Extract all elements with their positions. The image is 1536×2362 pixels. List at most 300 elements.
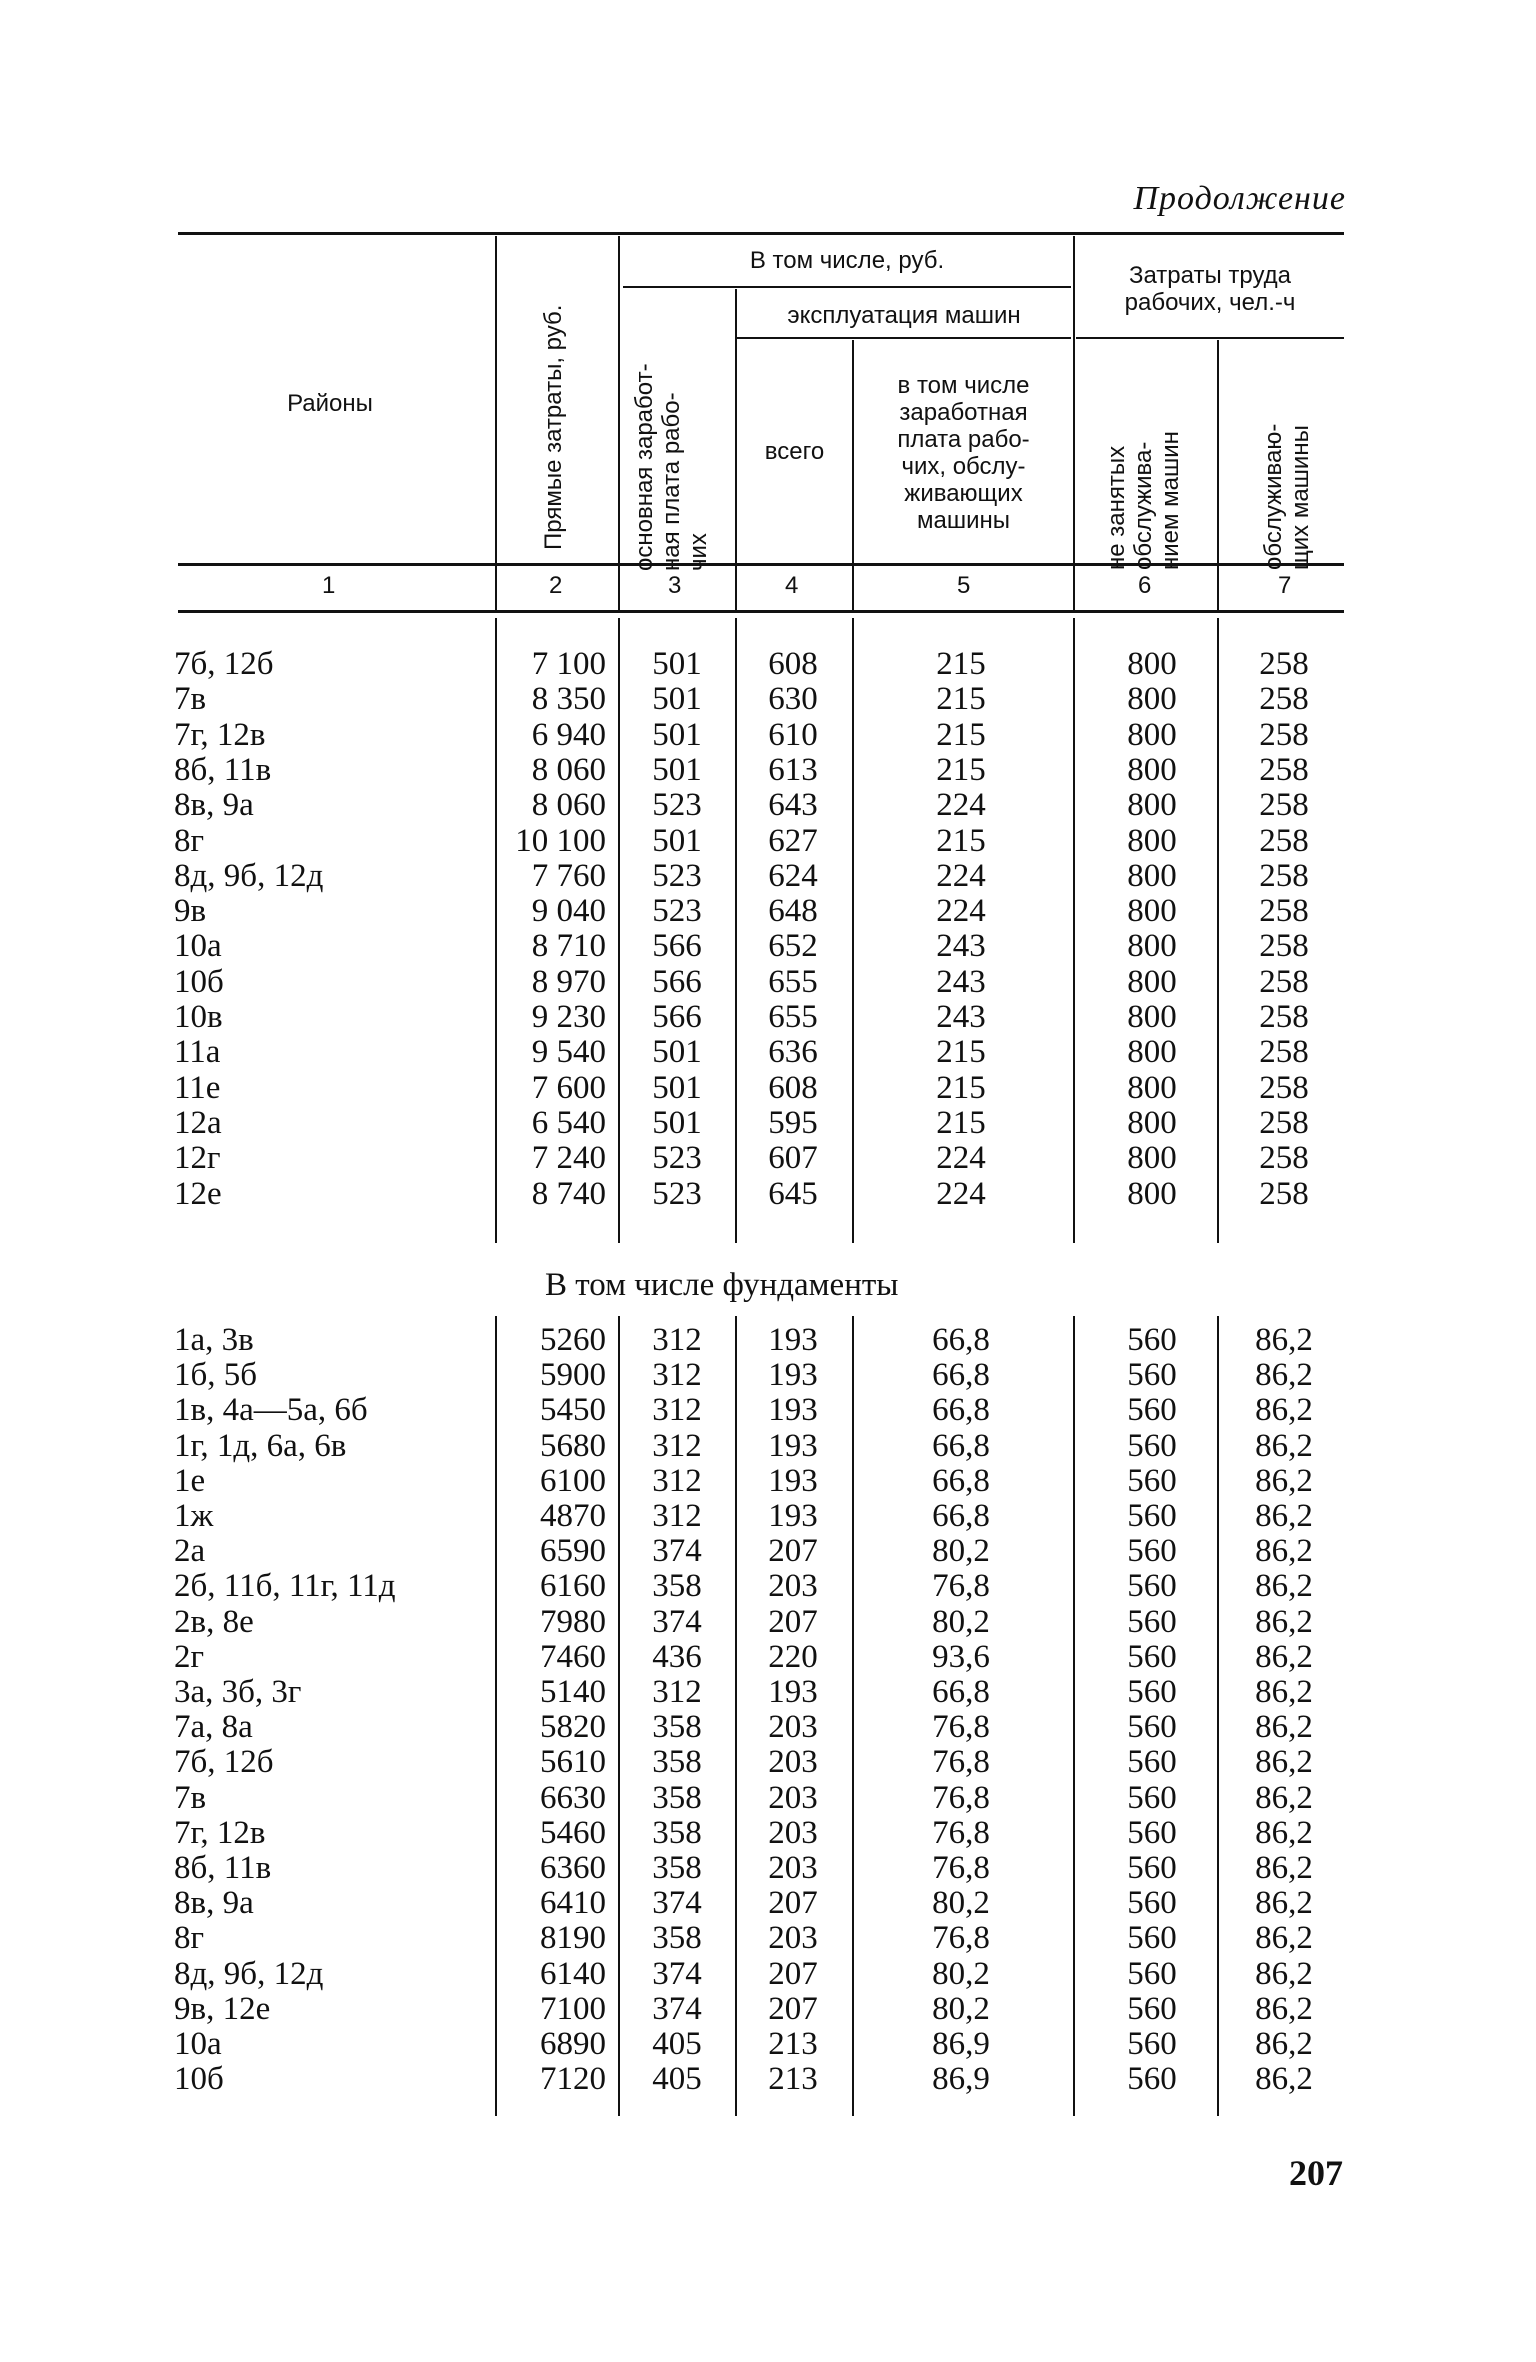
table-cell-col2: 8 740 (531, 1175, 606, 1212)
table-cell-col1: 1г, 1д, 6а, 6в (174, 1427, 347, 1464)
table-cell-col5: 66,8 (932, 1427, 990, 1464)
table-cell-col1: 1е (174, 1462, 206, 1499)
table-row (0, 1745, 1536, 1780)
table-cell-col1: 7б, 12б (174, 1744, 274, 1781)
table-cell-col2: 4870 (540, 1498, 606, 1534)
table-cell-col1: 7б, 12б (174, 646, 274, 682)
table-cell-col1: 8г (174, 822, 205, 859)
table-cell-col1: 12е (174, 1175, 222, 1212)
table-row (0, 1393, 1536, 1428)
table-cell-col2: 5260 (540, 1322, 606, 1358)
table-cell-col3: 374 (652, 1533, 702, 1570)
table-cell-col5: 224 (936, 1175, 986, 1212)
table-cell-col6: 560 (1127, 1955, 1177, 1992)
table-cell-col7: 86,2 (1255, 2026, 1313, 2062)
table-cell-col6: 800 (1127, 999, 1177, 1035)
table-cell-col1: 7а, 8а (174, 1709, 253, 1746)
table-cell-col2: 9 040 (531, 893, 606, 930)
column-number-3: 3 (668, 572, 682, 599)
table-cell-col3: 523 (652, 893, 702, 930)
table-cell-col6: 800 (1127, 893, 1177, 930)
table-cell-col4: 203 (768, 1920, 818, 1957)
table-cell-col1: 11е (174, 1069, 221, 1106)
table-row (0, 1464, 1536, 1499)
table-cell-col7: 86,2 (1255, 1322, 1313, 1358)
header-vline-5 (1073, 236, 1075, 610)
table-row (0, 1886, 1536, 1921)
table-row (0, 1177, 1536, 1212)
header-labor-costs: Затраты труда рабочих, чел.-ч (1124, 262, 1296, 316)
table-cell-col2: 5450 (540, 1392, 606, 1429)
table-cell-col1: 1б, 5б (174, 1357, 258, 1394)
table-cell-col5: 76,8 (932, 1744, 990, 1781)
table-cell-col5: 86,9 (932, 2026, 990, 2062)
table-cell-col3: 501 (652, 822, 702, 859)
header-serving: обслуживаю- щих машины (1260, 423, 1314, 570)
table-cell-col6: 560 (1127, 1674, 1177, 1710)
table-cell-col7: 86,2 (1255, 1885, 1313, 1922)
table-cell-col6: 560 (1127, 1462, 1177, 1499)
table-cell-col7: 86,2 (1255, 1392, 1313, 1429)
column-number-6: 6 (1138, 572, 1152, 599)
table-cell-col4: 645 (768, 1175, 818, 1212)
table-cell-col2: 6 940 (531, 716, 606, 753)
table-cell-col7: 86,2 (1255, 1744, 1313, 1781)
table-cell-col1: 10в (174, 999, 223, 1035)
table-cell-col5: 243 (936, 999, 986, 1035)
table-cell-col7: 86,2 (1255, 1533, 1313, 1570)
table-cell-col1: 11а (174, 1034, 221, 1071)
table-cell-col6: 800 (1127, 822, 1177, 859)
table-cell-col4: 220 (768, 1638, 818, 1675)
table-cell-col5: 86,9 (932, 2061, 990, 2098)
table-row (0, 718, 1536, 753)
table-cell-col1: 10б (174, 2061, 224, 2098)
table-row (0, 682, 1536, 717)
table-cell-col4: 624 (768, 857, 818, 894)
table-cell-col2: 6140 (540, 1955, 606, 1992)
table-cell-col5: 215 (936, 1069, 986, 1106)
table-cell-col6: 800 (1127, 1034, 1177, 1071)
table-cell-col7: 258 (1259, 787, 1309, 824)
table-cell-col6: 560 (1127, 1709, 1177, 1746)
table-cell-col6: 560 (1127, 1920, 1177, 1957)
table-cell-col3: 312 (652, 1427, 702, 1464)
table-cell-col2: 6410 (540, 1885, 606, 1922)
table-cell-col7: 86,2 (1255, 2061, 1313, 2098)
table-cell-col2: 8 060 (531, 787, 606, 824)
table-cell-col5: 215 (936, 646, 986, 682)
continuation-label: Продолжение (1133, 180, 1346, 217)
table-cell-col2: 6360 (540, 1850, 606, 1886)
table-cell-col2: 5900 (540, 1357, 606, 1394)
table-cell-col3: 358 (652, 1568, 702, 1605)
table-row (0, 1921, 1536, 1956)
table-cell-col1: 8б, 11в (174, 1850, 272, 1886)
column-number-7: 7 (1278, 572, 1292, 599)
table-cell-col5: 224 (936, 857, 986, 894)
table-cell-col1: 3а, 3б, 3г (174, 1674, 302, 1710)
page-number: 207 (1289, 2153, 1343, 2193)
table-cell-col1: 8д, 9б, 12д (174, 1955, 324, 1992)
table-cell-col1: 7в (174, 681, 207, 718)
table-cell-col2: 10 100 (515, 822, 606, 859)
table-cell-col1: 1а, 3в (174, 1322, 254, 1358)
table-cell-col3: 523 (652, 1140, 702, 1177)
table-cell-col3: 358 (652, 1920, 702, 1957)
table-cell-col6: 800 (1127, 751, 1177, 788)
table-cell-col2: 7 240 (531, 1140, 606, 1177)
table-cell-col3: 374 (652, 1603, 702, 1640)
table-cell-col5: 93,6 (932, 1638, 990, 1675)
header-vline-1 (495, 236, 497, 610)
table-cell-col5: 76,8 (932, 1920, 990, 1957)
table-cell-col7: 258 (1259, 1069, 1309, 1106)
table-cell-col7: 86,2 (1255, 1498, 1313, 1534)
table-cell-col4: 213 (768, 2026, 818, 2062)
table-cell-col2: 6 540 (531, 1104, 606, 1141)
table-cell-col5: 80,2 (932, 1885, 990, 1922)
table-cell-col4: 193 (768, 1427, 818, 1464)
table-cell-col1: 7г, 12в (174, 716, 266, 753)
table-cell-col4: 207 (768, 1603, 818, 1640)
table-row (0, 753, 1536, 788)
table-row (0, 1106, 1536, 1141)
table-cell-col7: 258 (1259, 999, 1309, 1035)
table-cell-col6: 560 (1127, 1498, 1177, 1534)
table-cell-col4: 203 (768, 1709, 818, 1746)
table-cell-col7: 86,2 (1255, 1850, 1313, 1886)
table-cell-col6: 560 (1127, 1427, 1177, 1464)
table-row (0, 788, 1536, 823)
header-districts: Районы (287, 390, 373, 417)
table-cell-col1: 2г (174, 1638, 205, 1675)
table-cell-col5: 80,2 (932, 1955, 990, 1992)
table-row (0, 1071, 1536, 1106)
table-cell-col5: 76,8 (932, 1568, 990, 1605)
table-cell-col6: 560 (1127, 1814, 1177, 1851)
table-cell-col3: 312 (652, 1498, 702, 1534)
table-row (0, 894, 1536, 929)
table-cell-col3: 358 (652, 1709, 702, 1746)
table-cell-col3: 566 (652, 928, 702, 965)
table-cell-col7: 86,2 (1255, 1920, 1313, 1957)
table-cell-col7: 86,2 (1255, 1779, 1313, 1816)
table-cell-col5: 215 (936, 1034, 986, 1071)
table-cell-col3: 312 (652, 1462, 702, 1499)
table-cell-col4: 630 (768, 681, 818, 718)
table-cell-col3: 501 (652, 646, 702, 682)
table-cell-col3: 374 (652, 1955, 702, 1992)
table-cell-col4: 652 (768, 928, 818, 965)
table-row (0, 647, 1536, 682)
table-row (0, 1675, 1536, 1710)
table-cell-col5: 76,8 (932, 1709, 990, 1746)
table-row (0, 965, 1536, 1000)
table-cell-col4: 207 (768, 1990, 818, 2027)
table-cell-col5: 215 (936, 1104, 986, 1141)
table-cell-col1: 2в, 8е (174, 1603, 254, 1640)
table-cell-col4: 193 (768, 1322, 818, 1358)
table-cell-col2: 7120 (540, 2061, 606, 2098)
table-cell-col3: 405 (652, 2026, 702, 2062)
table-row (0, 1781, 1536, 1816)
table-cell-col3: 523 (652, 1175, 702, 1212)
table-cell-col6: 560 (1127, 1533, 1177, 1570)
table-cell-col6: 560 (1127, 1779, 1177, 1816)
header-including-wage: в том числе заработная плата рабо- чих, обслу- живающих машины (897, 372, 1030, 534)
table-cell-col3: 501 (652, 1104, 702, 1141)
table-cell-col5: 66,8 (932, 1674, 990, 1710)
table-cell-col3: 436 (652, 1638, 702, 1675)
table-top-rule (178, 232, 1344, 235)
table-cell-col2: 5820 (540, 1709, 606, 1746)
table-cell-col2: 8 970 (531, 963, 606, 1000)
table-cell-col6: 800 (1127, 928, 1177, 965)
table-cell-col7: 258 (1259, 751, 1309, 788)
table-row (0, 1851, 1536, 1886)
header-direct-costs: Прямые затраты, руб. (540, 304, 567, 550)
table-cell-col5: 76,8 (932, 1850, 990, 1886)
table-cell-col3: 501 (652, 1069, 702, 1106)
table-cell-col6: 800 (1127, 963, 1177, 1000)
table-cell-col6: 560 (1127, 1568, 1177, 1605)
table-cell-col4: 207 (768, 1533, 818, 1570)
table-cell-col1: 1в, 4а—5а, 6б (174, 1392, 368, 1429)
table-cell-col6: 800 (1127, 1069, 1177, 1106)
table-cell-col7: 86,2 (1255, 1709, 1313, 1746)
table-cell-col1: 7в (174, 1779, 207, 1816)
column-number-1: 1 (322, 572, 336, 599)
table-cell-col2: 7100 (540, 1990, 606, 2027)
table-cell-col1: 9в (174, 893, 207, 930)
table-row (0, 1499, 1536, 1534)
table-row (0, 1534, 1536, 1569)
table-cell-col1: 8г (174, 1920, 205, 1957)
table-cell-col4: 203 (768, 1744, 818, 1781)
column-number-2: 2 (549, 572, 563, 599)
table-cell-col7: 258 (1259, 1104, 1309, 1141)
table-cell-col4: 607 (768, 1140, 818, 1177)
table-cell-col7: 86,2 (1255, 1674, 1313, 1710)
table-cell-col1: 8б, 11в (174, 751, 272, 788)
table-cell-col6: 560 (1127, 1357, 1177, 1394)
table-cell-col7: 258 (1259, 1140, 1309, 1177)
table-cell-col7: 258 (1259, 716, 1309, 753)
table-cell-col6: 800 (1127, 857, 1177, 894)
table-cell-col7: 258 (1259, 681, 1309, 718)
table-cell-col2: 5140 (540, 1674, 606, 1710)
table-cell-col2: 5610 (540, 1744, 606, 1781)
table-cell-col7: 258 (1259, 646, 1309, 682)
table-cell-col5: 243 (936, 963, 986, 1000)
table-cell-col2: 6590 (540, 1533, 606, 1570)
header-basic-wage: основная заработ- ная плата рабо- чих (631, 363, 712, 571)
table-cell-col3: 312 (652, 1392, 702, 1429)
table-cell-col6: 560 (1127, 1990, 1177, 2027)
table-cell-col2: 6890 (540, 2026, 606, 2062)
machine-operation-rule (737, 337, 1071, 339)
table-cell-col2: 6160 (540, 1568, 606, 1605)
header-not-serving: не занятых обслужива- нием машин (1103, 431, 1184, 570)
table-cell-col4: 655 (768, 963, 818, 1000)
table-cell-col3: 312 (652, 1357, 702, 1394)
table-cell-col7: 258 (1259, 928, 1309, 965)
table-cell-col7: 86,2 (1255, 1955, 1313, 1992)
table-cell-col4: 193 (768, 1357, 818, 1394)
header-total: всего (764, 438, 825, 465)
table-cell-col3: 523 (652, 787, 702, 824)
table-cell-col3: 312 (652, 1674, 702, 1710)
table-cell-col4: 203 (768, 1779, 818, 1816)
table-cell-col3: 501 (652, 751, 702, 788)
table-cell-col5: 80,2 (932, 1533, 990, 1570)
table-cell-col4: 193 (768, 1462, 818, 1499)
table-cell-col3: 405 (652, 2061, 702, 2098)
table-cell-col5: 224 (936, 1140, 986, 1177)
section-title: В том числе фундаменты (545, 1267, 899, 1303)
table-cell-col1: 2а (174, 1533, 206, 1570)
table-cell-col5: 66,8 (932, 1322, 990, 1358)
table-cell-col7: 258 (1259, 963, 1309, 1000)
table-cell-col3: 358 (652, 1744, 702, 1781)
table-cell-col6: 800 (1127, 1140, 1177, 1177)
table-cell-col4: 203 (768, 1850, 818, 1886)
table-cell-col7: 258 (1259, 893, 1309, 930)
table-cell-col4: 613 (768, 751, 818, 788)
table-cell-col7: 86,2 (1255, 1638, 1313, 1675)
table-cell-col5: 76,8 (932, 1779, 990, 1816)
table-cell-col3: 358 (652, 1814, 702, 1851)
table-row (0, 1569, 1536, 1604)
table-cell-col7: 258 (1259, 822, 1309, 859)
table-cell-col4: 203 (768, 1814, 818, 1851)
table-cell-col6: 560 (1127, 2061, 1177, 2098)
table-row (0, 1816, 1536, 1851)
table-cell-col4: 608 (768, 1069, 818, 1106)
table-cell-col1: 12а (174, 1104, 222, 1141)
table-cell-col1: 10б (174, 963, 224, 1000)
table-cell-col5: 66,8 (932, 1462, 990, 1499)
table-cell-col1: 10а (174, 2026, 222, 2062)
table-cell-col4: 193 (768, 1498, 818, 1534)
table-cell-col7: 86,2 (1255, 1427, 1313, 1464)
table-cell-col4: 648 (768, 893, 818, 930)
table-cell-col2: 9 540 (531, 1034, 606, 1071)
table-cell-col7: 86,2 (1255, 1603, 1313, 1640)
table-row (0, 1035, 1536, 1070)
table-row (0, 824, 1536, 859)
table-cell-col4: 595 (768, 1104, 818, 1141)
table-row (0, 1358, 1536, 1393)
table-cell-col2: 5460 (540, 1814, 606, 1851)
table-cell-col5: 76,8 (932, 1814, 990, 1851)
table-row (0, 929, 1536, 964)
table-cell-col3: 501 (652, 716, 702, 753)
header-including-rub: В том числе, руб. (749, 247, 945, 274)
table-cell-col6: 560 (1127, 2026, 1177, 2062)
table-cell-col6: 800 (1127, 1104, 1177, 1141)
table-cell-col6: 560 (1127, 1392, 1177, 1429)
table-cell-col4: 193 (768, 1392, 818, 1429)
table-cell-col6: 560 (1127, 1885, 1177, 1922)
table-cell-col6: 800 (1127, 681, 1177, 718)
table-cell-col2: 8 060 (531, 751, 606, 788)
table-cell-col5: 66,8 (932, 1498, 990, 1534)
column-number-5: 5 (957, 572, 971, 599)
table-cell-col3: 358 (652, 1850, 702, 1886)
table-cell-col2: 6630 (540, 1779, 606, 1816)
table-cell-col6: 800 (1127, 646, 1177, 682)
table-cell-col4: 203 (768, 1568, 818, 1605)
table-cell-col5: 215 (936, 716, 986, 753)
table-cell-col7: 86,2 (1255, 1990, 1313, 2027)
table-cell-col3: 358 (652, 1779, 702, 1816)
table-row (0, 1000, 1536, 1035)
table-row (0, 2027, 1536, 2062)
table-cell-col4: 608 (768, 646, 818, 682)
table-cell-col1: 12г (174, 1140, 221, 1177)
table-cell-col3: 523 (652, 857, 702, 894)
table-cell-col7: 258 (1259, 857, 1309, 894)
table-row (0, 1992, 1536, 2027)
table-cell-col1: 8в, 9а (174, 1885, 254, 1922)
column-number-4: 4 (785, 572, 799, 599)
table-cell-col2: 7980 (540, 1603, 606, 1640)
table-cell-col3: 312 (652, 1322, 702, 1358)
table-cell-col5: 215 (936, 822, 986, 859)
table-cell-col5: 66,8 (932, 1357, 990, 1394)
table-cell-col5: 80,2 (932, 1990, 990, 2027)
table-cell-col3: 501 (652, 1034, 702, 1071)
table-cell-col1: 9в, 12е (174, 1990, 271, 2027)
table-cell-col5: 215 (936, 681, 986, 718)
table-cell-col6: 800 (1127, 716, 1177, 753)
table-cell-col2: 7460 (540, 1638, 606, 1675)
table-cell-col2: 8 710 (531, 928, 606, 965)
table-cell-col5: 66,8 (932, 1392, 990, 1429)
table-cell-col5: 224 (936, 893, 986, 930)
table-row (0, 2062, 1536, 2097)
table-cell-col5: 80,2 (932, 1603, 990, 1640)
table-cell-col6: 800 (1127, 787, 1177, 824)
table-cell-col6: 560 (1127, 1850, 1177, 1886)
table-cell-col4: 636 (768, 1034, 818, 1071)
table-cell-col1: 8д, 9б, 12д (174, 857, 324, 894)
table-cell-col4: 213 (768, 2061, 818, 2098)
table-row (0, 859, 1536, 894)
table-cell-col4: 610 (768, 716, 818, 753)
table-cell-col7: 86,2 (1255, 1814, 1313, 1851)
table-cell-col2: 7 600 (531, 1069, 606, 1106)
table-cell-col6: 560 (1127, 1744, 1177, 1781)
table-cell-col4: 643 (768, 787, 818, 824)
table-cell-col7: 258 (1259, 1175, 1309, 1212)
header-machine-operation: эксплуатация машин (787, 302, 1021, 329)
table-cell-col2: 7 100 (531, 646, 606, 682)
table-cell-col3: 566 (652, 963, 702, 1000)
table-cell-col6: 800 (1127, 1175, 1177, 1212)
table-cell-col4: 207 (768, 1885, 818, 1922)
table-cell-col3: 374 (652, 1885, 702, 1922)
table-cell-col7: 86,2 (1255, 1462, 1313, 1499)
table-row (0, 1429, 1536, 1464)
table-cell-col3: 501 (652, 681, 702, 718)
table-row (0, 1710, 1536, 1745)
table-cell-col7: 86,2 (1255, 1357, 1313, 1394)
table-cell-col7: 258 (1259, 1034, 1309, 1071)
table-row (0, 1141, 1536, 1176)
